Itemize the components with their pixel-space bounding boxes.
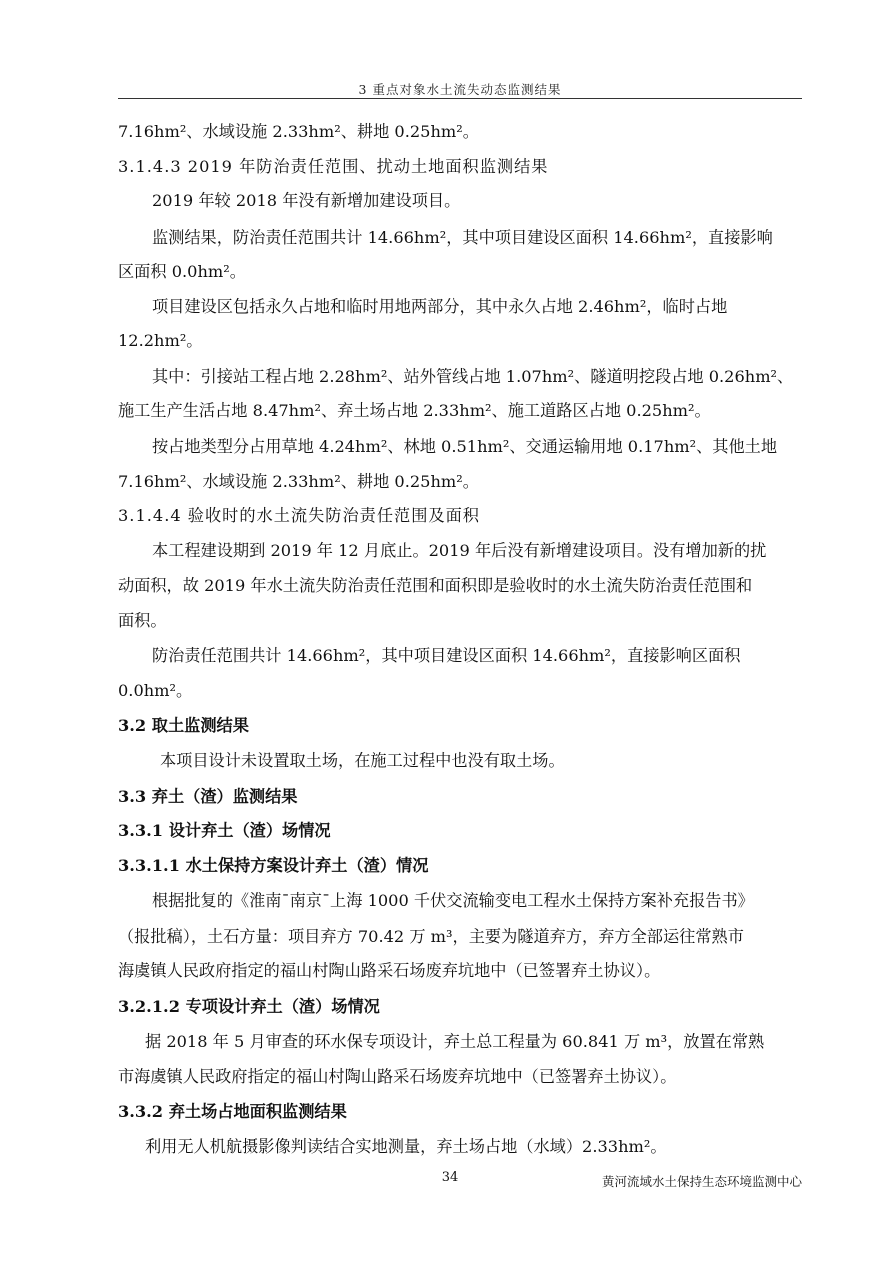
section-heading: 3.2 取土监测结果 [118,716,249,735]
subsection-heading: 3.1.4.3 2019 年防治责任范围、扰动土地面积监测结果 [118,157,549,176]
body-line: 12.2hm²。 [118,331,203,350]
body-line: 防治责任范围共计 14.66hm²，其中项目建设区面积 14.66hm²，直接影响区面积 [152,646,741,665]
body-line: 监测结果，防治责任范围共计 14.66hm²，其中项目建设区面积 14.66hm²，直接影响 [152,228,773,247]
section-heading: 3.3 弃土（渣）监测结果 [118,787,298,806]
body-line: 0.0hm²。 [118,681,193,700]
body-line: 动面积，故 2019 年水土流失防治责任范围和面积即是验收时的水土流失防治责任范围和 [118,576,753,595]
body-line: 区面积 0.0hm²。 [118,262,246,281]
body-line: 按占地类型分占用草地 4.24hm²、林地 0.51hm²、交通运输用地 0.17hm²、其他土地 [152,437,778,456]
section-heading: 3.3.1.1 水土保持方案设计弃土（渣）情况 [118,856,429,875]
body-line: 其中：引接站工程占地 2.28hm²、站外管线占地 1.07hm²、隧道明挖段占地 0.26hm²、 [152,367,794,386]
header-divider [118,98,802,99]
body-line: （报批稿），土石方量：项目弃方 70.42 万 m³，主要为隧道弃方，弃方全部运往常熟市 [118,927,744,946]
section-heading: 3.3.2 弃土场占地面积监测结果 [118,1102,347,1121]
page-number: 34 [441,1170,459,1185]
body-line: 本工程建设期到 2019 年 12 月底止。2019 年后没有新增建设项目。没有增加新的扰 [152,541,767,560]
body-line: 本项目设计未设置取土场，在施工过程中也没有取土场。 [160,751,565,770]
body-line: 海虞镇人民政府指定的福山村陶山路采石场废弃坑地中（已签署弃土协议）。 [118,961,661,980]
body-line: 市海虞镇人民政府指定的福山村陶山路采石场废弃坑地中（已签署弃土协议）。 [118,1067,677,1086]
subsection-heading: 3.1.4.4 验收时的水土流失防治责任范围及面积 [118,506,480,525]
body-line: 施工生产生活占地 8.47hm²、弃土场占地 2.33hm²、施工道路区占地 0.25hm²。 [118,401,711,420]
body-line: 根据批复的《淮南¯南京¯上海 1000 千伏交流输变电工程水土保持方案补充报告书》 [152,891,754,910]
body-line: 利用无人机航摄影像判读结合实地测量，弃土场占地（水域）2.33hm²。 [145,1137,667,1156]
running-header: 3 重点对象水土流失动态监测结果 [358,82,562,97]
section-heading: 3.2.1.2 专项设计弃土（渣）场情况 [118,997,380,1016]
body-line: 据 2018 年 5 月审查的环水保专项设计，弃土总工程量为 60.841 万 m³，放置在常熟 [145,1032,765,1051]
body-line: 7.16hm²、水域设施 2.33hm²、耕地 0.25hm²。 [118,472,479,491]
section-heading: 3.3.1 设计弃土（渣）场情况 [118,821,331,840]
body-line: 面积。 [118,611,167,630]
body-line: 2019 年较 2018 年没有新增加建设项目。 [152,191,461,210]
body-line: 7.16hm²、水域设施 2.33hm²、耕地 0.25hm²。 [118,122,479,141]
body-line: 项目建设区包括永久占地和临时用地两部分，其中永久占地 2.46hm²，临时占地 [152,297,728,316]
footer-organization: 黄河流域水土保持生态环境监测中心 [601,1174,802,1189]
